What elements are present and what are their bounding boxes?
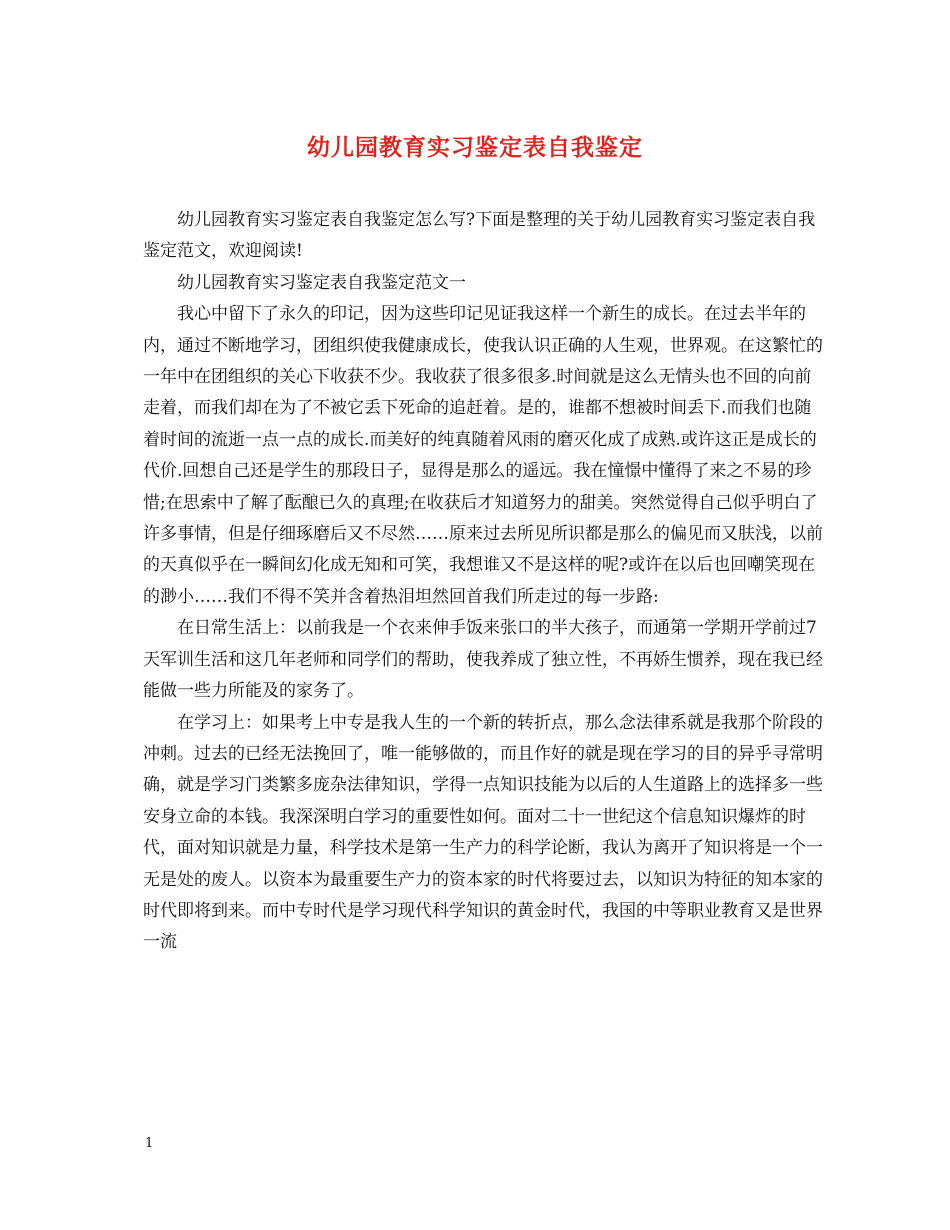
document-body [143,205,823,959]
body-paragraph: 在日常生活上：以前我是一个衣来伸手饭来张口的半大孩子，而通第一学期开学前过7天军训生活和这几年老师和同学们的帮助，使我养成了独立性，不再娇生惯养，现在我已经能做一些力所能及的家务了。 [143,618,823,702]
section-heading: 幼儿园教育实习鉴定表自我鉴定范文一 [177,272,466,293]
body-paragraph: 在学习上：如果考上中专是我人生的一个新的转折点，那么念法律系就是我那个阶段的冲刺。过去的已经无法挽回了，唯一能够做的，而且作好的就是现在学习的目的异乎寻常明确，就是学习门类繁多庞杂法律知识，学得一点知识技能为以后的人生道路上的选择多一些安身立命的本钱。我深深明白学习的重要性如何。面对二十一世纪这个信息知识爆炸的时代，面对知识就是力量，科学技术是第一生产力的科学论断，我认为离开了知识将是一个一无是处的废人。以资本为最重要生产力的资本家的时代将要过去，以知识为特征的知本家的时代即将到来。而中专时代是学习现代科学知识的黄金时代，我国的中等职业教育又是世界一流 [143,712,823,953]
document-title: 幼儿园教育实习鉴定表自我鉴定 [307,134,643,161]
page-number: 1 [145,1136,154,1151]
intro-paragraph: 幼儿园教育实习鉴定表自我鉴定怎么写?下面是整理的关于幼儿园教育实习鉴定表自我鉴定范文，欢迎阅读! [143,210,816,262]
body-paragraph: 我心中留下了永久的印记，因为这些印记见证我这样一个新生的成长。在过去半年的内，通过不断地学习，团组织使我健康成长，使我认识正确的人生观，世界观。在这繁忙的一年中在团组织的关心下收获不少。我收获了很多很多.时间就是这么无情头也不回的向前走着，而我们却在为了不被它丢下死命的追赶着。是的，谁都不想被时间丢下.而我们也随着时间的流逝一点一点的成长.而美好的纯真随着风雨的磨灭化成了成熟.或许这正是成长的代价.回想自己还是学生的那段日子，显得是那么的遥远。我在憧憬中懂得了来之不易的珍惜;在思索中了解了酝酿已久的真理;在收获后才知道努力的甜美。突然觉得自己似乎明白了许多事情，但是仔细琢磨后又不尽然……原来过去所见所识都是那么的偏见而又肤浅，以前的天真似乎在一瞬间幻化成无知和可笑，我想谁又不是这样的呢?或许在以后也回嘲笑现在的渺小……我们不得不笑并含着热泪坦然回首我们所走过的每一步路: [143,304,823,607]
